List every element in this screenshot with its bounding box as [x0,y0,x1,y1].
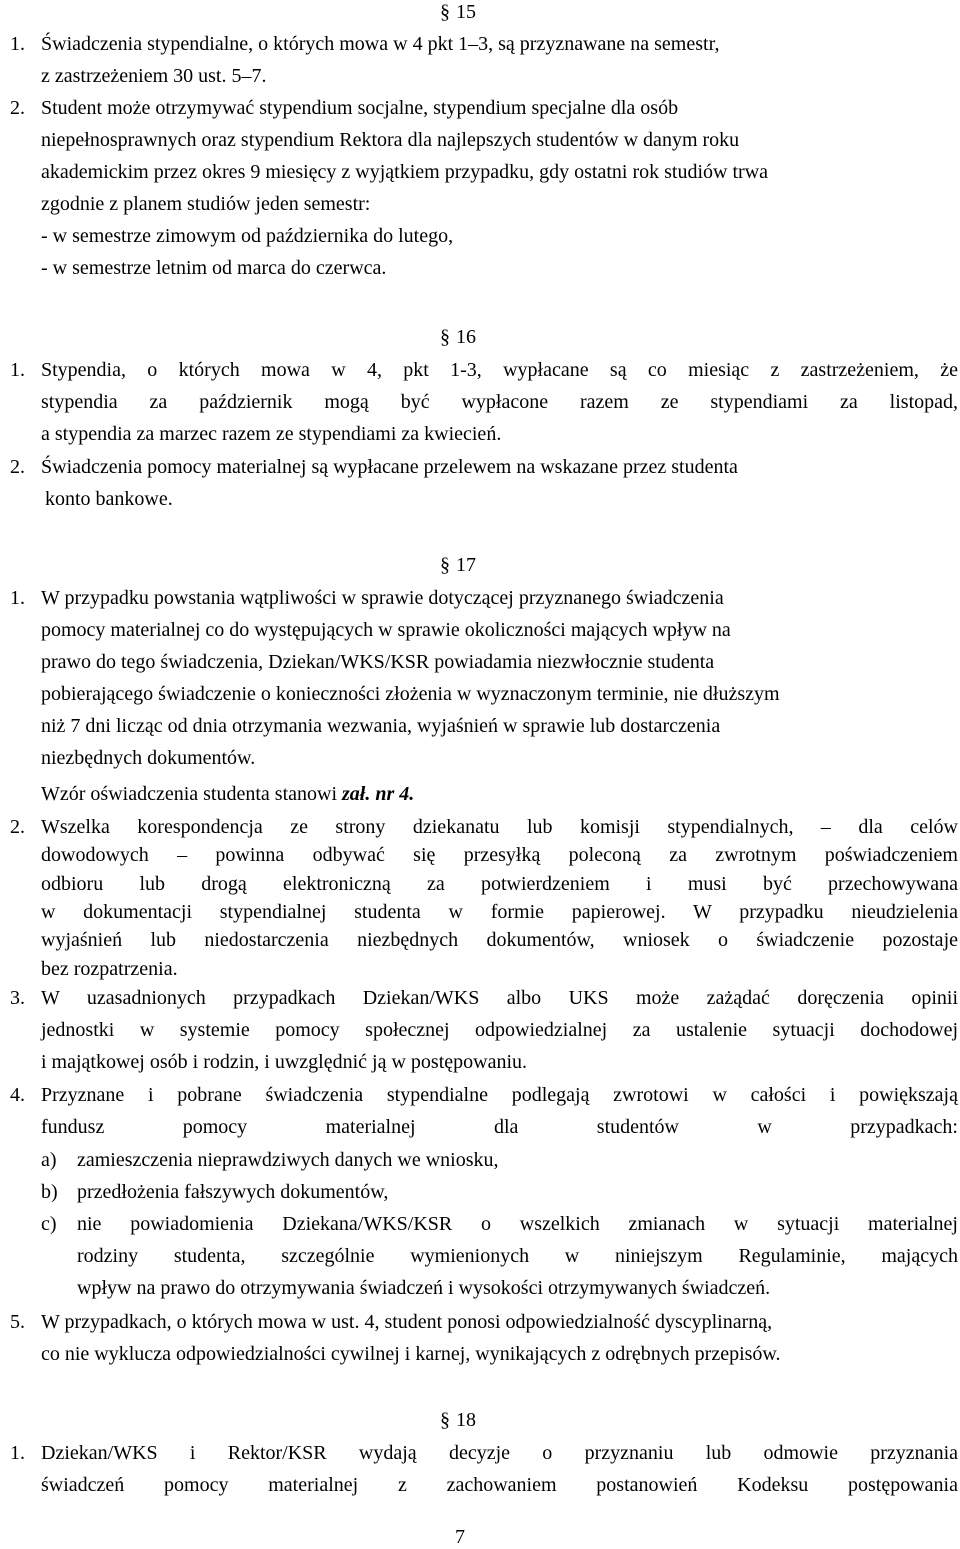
text-line: niż 7 dni licząc od dnia otrzymania wezwania, wyjaśnień w sprawie lub dostarczenia [41,715,721,737]
text-line: odbioru lub drogą elektroniczną za potwierdzeniem i musi być przechowywana [41,873,958,895]
text-run: Wzór oświadczenia studenta stanowi [41,783,343,805]
sub-item-label: a) [41,1149,57,1171]
text-line: co nie wyklucza odpowiedzialności cywilnej i karnej, wynikających z odrębnych przepisów. [41,1343,781,1365]
text-line: wpływ na prawo do otrzymywania świadczeń i wysokości otrzymywanych świadczeń. [77,1277,771,1299]
attachment-reference: zał. nr 4. [342,783,415,805]
text-line: nie powiadomienia Dziekana/WKS/KSR o wszelkich zmianach w sytuacji materialnej [77,1213,958,1235]
text-line: bez rozpatrzenia. [41,958,178,980]
text-line: rodziny studenta, szczególnie wymienionych w niniejszym Regulaminie, mających [77,1245,958,1267]
text-line: pomocy materialnej co do występujących w sprawie okoliczności mających wpływ na [41,619,731,641]
text-line: W przypadkach, o których mowa w ust. 4, student ponosi odpowiedzialność dyscyplinarną, [41,1311,773,1333]
sub-item-label: b) [41,1181,58,1203]
item-number: 1. [10,587,25,609]
item-number: 2. [10,456,25,478]
text-line: w dokumentacji stypendialnej studenta w formie papierowej. W przypadku nieudzielenia [41,901,958,923]
text-line: Stypendia, o których mowa w 4, pkt 1-3, wypłacane są co miesiąc z zastrzeżeniem, że [41,359,958,381]
text-line: W przypadku powstania wątpliwości w sprawie dotyczącej przyznanego świadczenia [41,587,724,609]
text-line: jednostki w systemie pomocy społecznej odpowiedzialnej za ustalenie sytuacji dochodowej [41,1019,958,1041]
text-line: świadczeń pomocy materialnej z zachowaniem postanowień Kodeksu postępowania [41,1474,958,1496]
text-line: niepełnosprawnych oraz stypendium Rektora dla najlepszych studentów w danym roku [41,129,740,151]
text-line: a stypendia za marzec razem ze stypendiami za kwiecień. [41,423,502,445]
section-17-heading: § 17 [440,554,476,576]
page-number: 7 [455,1526,465,1548]
item-number: 2. [10,97,25,119]
section-sign-icon: § [440,1409,450,1431]
item-number: 2. [10,816,25,838]
text-line: - w semestrze zimowym od października do lutego, [41,225,454,247]
section-16-heading: § 16 [440,326,476,348]
item-number: 1. [10,1442,25,1464]
text-line: fundusz pomocy materialnej dla studentów w przypadkach: [41,1116,958,1138]
text-line: prawo do tego świadczenia, Dziekan/WKS/KSR powiadamia niezwłocznie studenta [41,651,715,673]
section-sign-icon: § [440,554,450,576]
text-line: Świadczenia pomocy materialnej są wypłacane przelewem na wskazane przez studenta [41,456,738,478]
text-line: akademickim przez okres 9 miesięcy z wyjątkiem przypadku, gdy ostatni rok studiów trwa [41,161,769,183]
item-number: 5. [10,1311,25,1333]
text-line: zgodnie z planem studiów jeden semestr: [41,193,371,215]
text-line: i majątkowej osób i rodzin, i uwzględnić ją w postępowaniu. [41,1051,528,1073]
text-line: pobierającego świadczenie o konieczności złożenia w wyznaczonym terminie, nie dłuższym [41,683,780,705]
item-number: 1. [10,33,25,55]
text-line: dowodowych – powinna odbywać się przesyłką poleconą za zwrotnym poświadczeniem [41,844,958,866]
text-line: Przyznane i pobrane świadczenia stypendialne podlegają zwrotowi w całości i powiększają [41,1084,958,1106]
sub-item-label: c) [41,1213,57,1235]
item-number: 4. [10,1084,25,1106]
section-sign-icon: § [440,326,450,348]
text-line: Dziekan/WKS i Rektor/KSR wydają decyzje o przyznaniu lub odmowie przyznania [41,1442,958,1464]
text-line: stypendia za październik mogą być wypłacone razem ze stypendiami za listopad, [41,391,958,413]
section-sign-icon: § [440,1,450,23]
text-line: Świadczenia stypendialne, o których mowa w 4 pkt 1–3, są przyznawane na semestr, [41,33,720,55]
text-line: przedłożenia fałszywych dokumentów, [77,1181,389,1203]
text-line: z zastrzeżeniem 30 ust. 5–7. [41,65,267,87]
text-line: konto bankowe. [45,488,173,510]
text-line: W uzasadnionych przypadkach Dziekan/WKS albo UKS może zażądać doręczenia opinii [41,987,958,1009]
text-line: Student może otrzymywać stypendium socjalne, stypendium specjalne dla osób [41,97,679,119]
text-line: Wszelka korespondencja ze strony dziekanatu lub komisji stypendialnych, – dla celów [41,816,958,838]
item-number: 3. [10,987,25,1009]
section-18-heading: § 18 [440,1409,476,1431]
item-number: 1. [10,359,25,381]
text-line [41,782,414,806]
text-line: wyjaśnień lub niedostarczenia niezbędnych dokumentów, wniosek o świadczenie pozostaje [41,929,958,951]
text-line: - w semestrze letnim od marca do czerwca. [41,257,387,279]
text-line: niezbędnych dokumentów. [41,747,256,769]
text-line: zamieszczenia nieprawdziwych danych we wniosku, [77,1149,499,1171]
section-15-heading: § 15 [440,1,476,23]
